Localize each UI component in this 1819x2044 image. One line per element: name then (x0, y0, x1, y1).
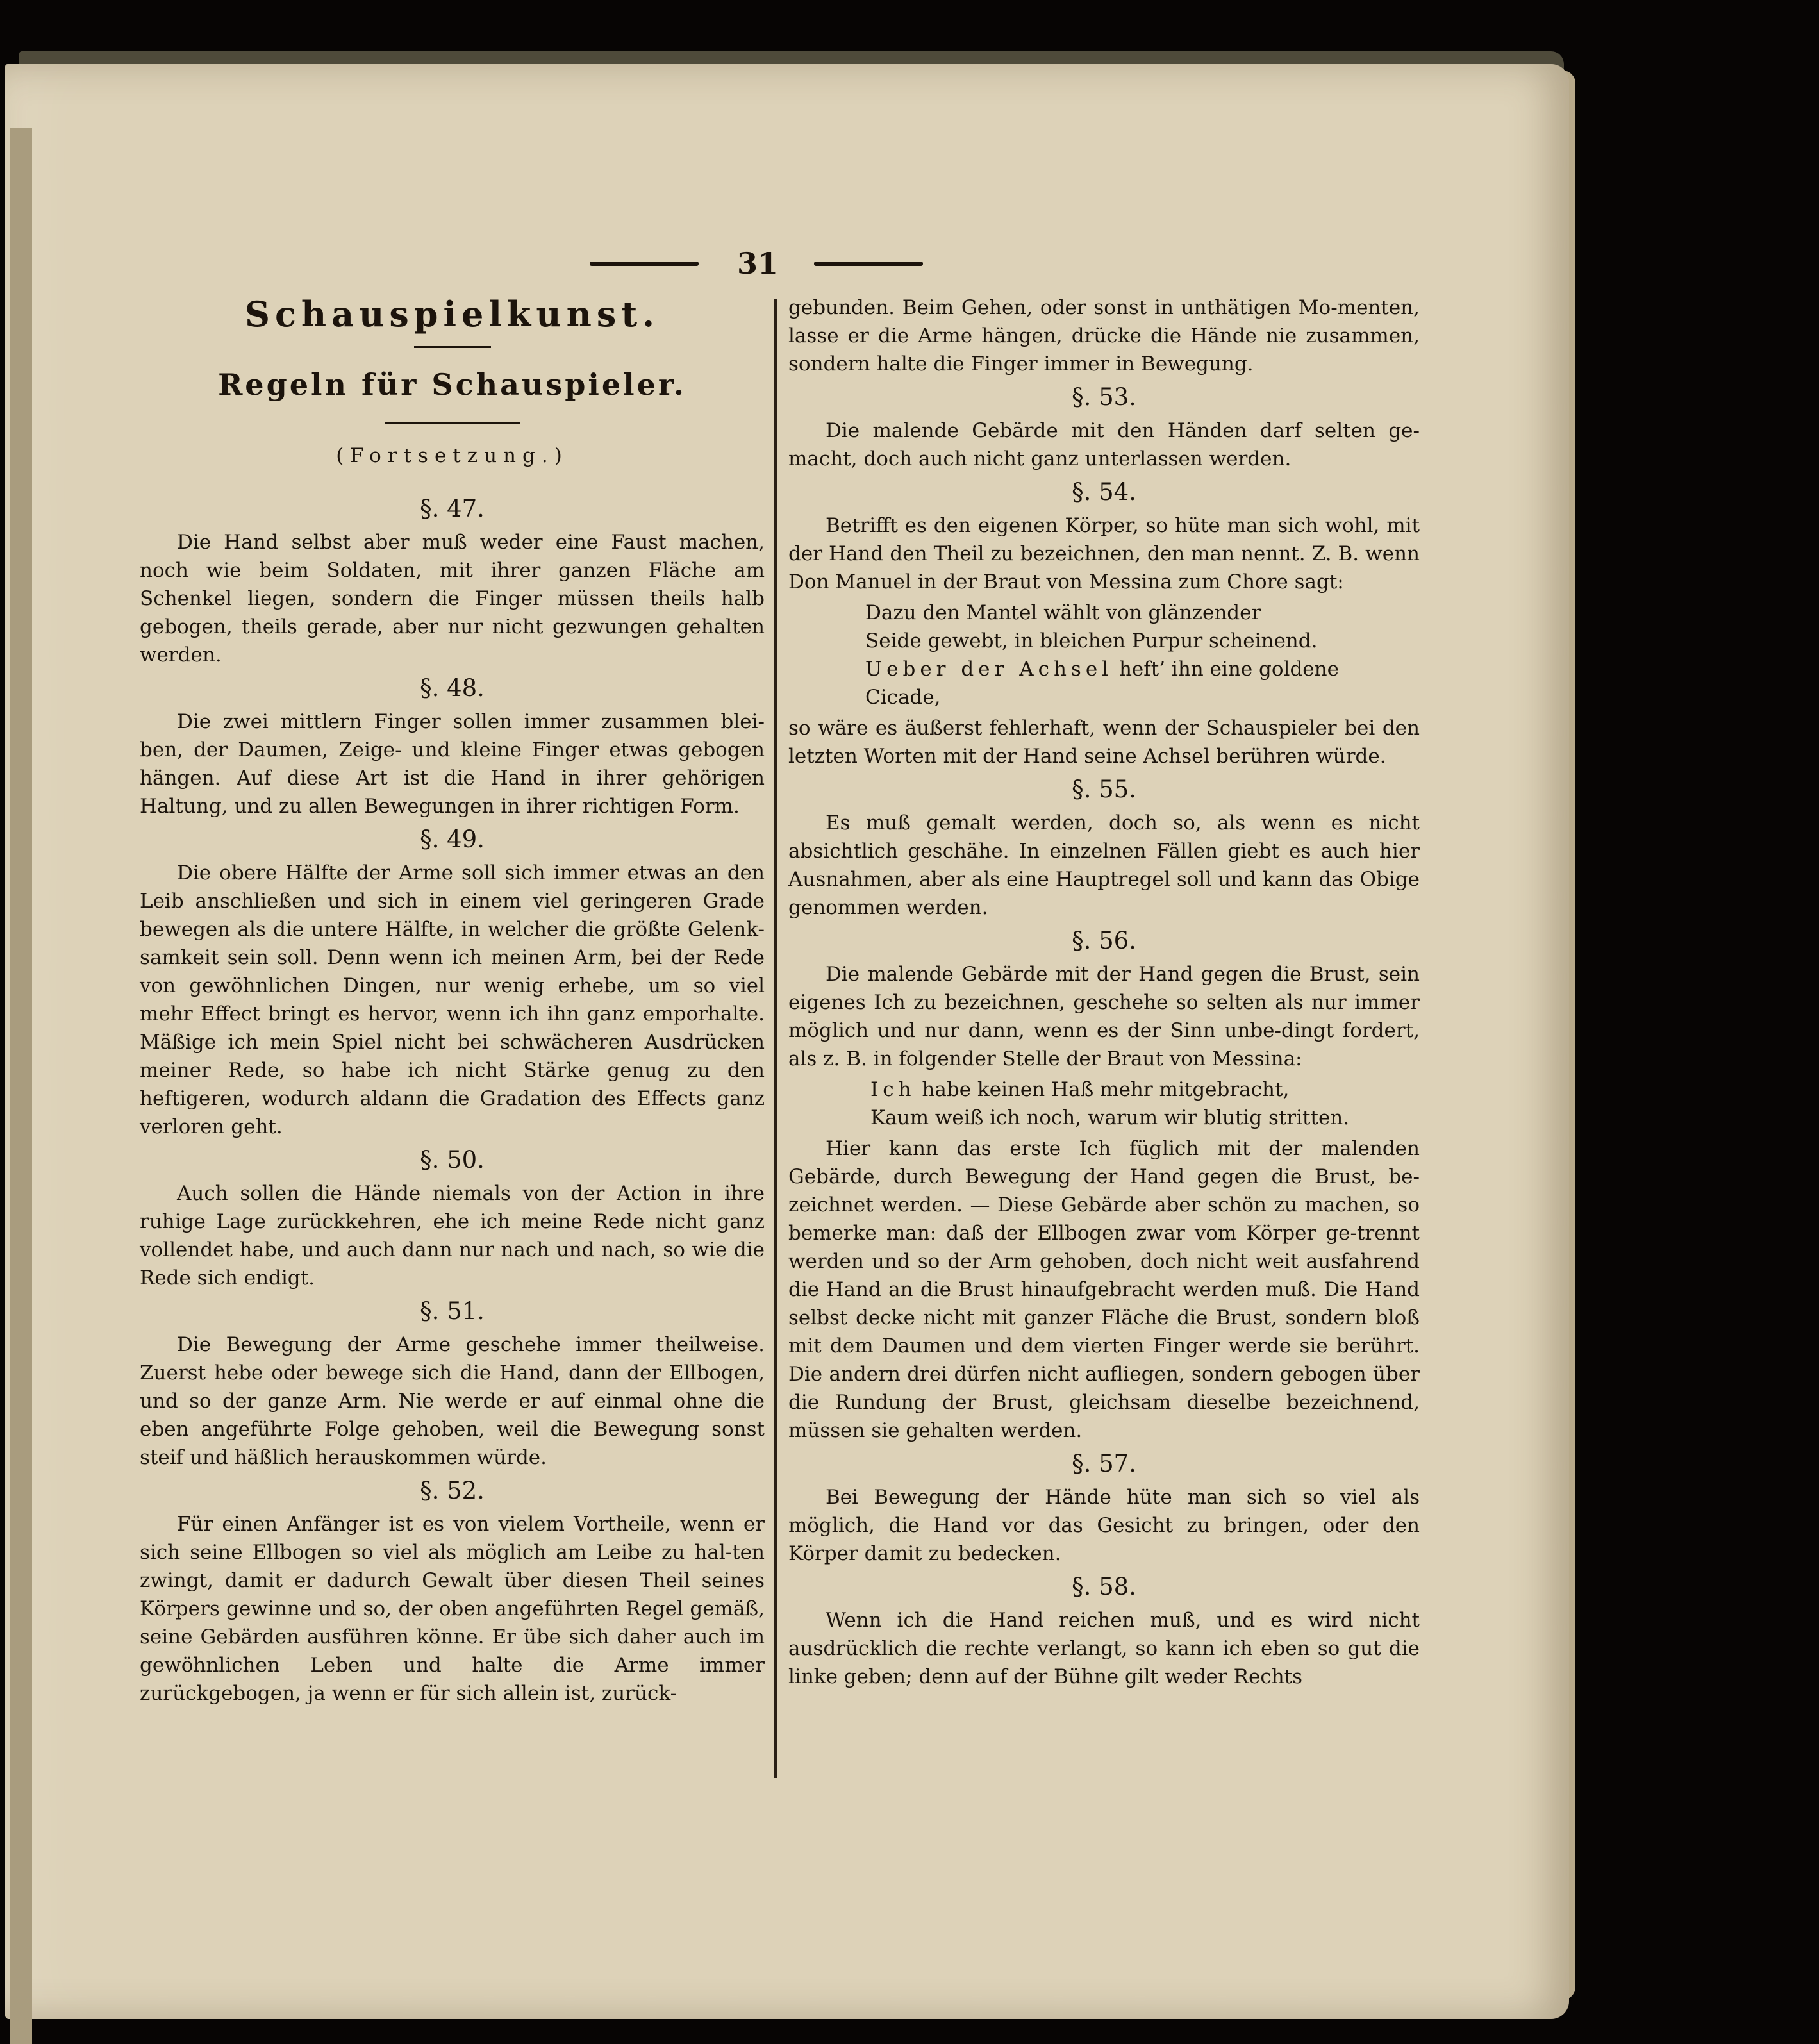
section-heading: §. 55. (1072, 776, 1136, 803)
book-page (5, 64, 1569, 2019)
title-rule (414, 346, 491, 348)
section-text: Die zwei mittlern Finger sollen immer zusammen blei-ben, der Daumen, Zeige- und kleine Finger etwas gebogen hängen. Auf diese Art ist die Hand in ihrer gehörigen Haltung, und zu allen Bewegungen in ihrer richtigen Form. (140, 710, 765, 818)
header-rule-right (814, 262, 923, 266)
section-heading: §. 49. (420, 826, 485, 853)
verse-line-rest: heft’ ihn eine goldene Cicade, (865, 658, 1339, 709)
column-divider (774, 299, 777, 1778)
verse-line: Dazu den Mantel wählt von glänzender (865, 601, 1261, 624)
section-text: Wenn ich die Hand reichen muß, und es wird nicht ausdrücklich die rechte verlangt, so kann ich eben so gut die linke geben; denn auf der Bühne gilt weder Rechts (788, 1609, 1420, 1688)
verse-emphasis: Ich (870, 1078, 916, 1101)
verse-line: Kaum weiß ich noch, warum wir blutig stritten. (870, 1106, 1350, 1129)
right-column (788, 294, 1420, 1691)
section-text: Die malende Gebärde mit der Hand gegen die Brust, sein eigenes Ich zu bezeichnen, geschehe so selten als nur immer möglich und nur dann, wenn es der Sinn unbe-dingt fordert, als z. B. in folgender Stelle der Braut von Messina: (788, 963, 1420, 1070)
section-heading: §. 53. (1072, 383, 1136, 411)
verse-line (788, 655, 1420, 711)
page-number: 31 (736, 246, 778, 281)
section-text: Für einen Anfänger ist es von vielem Vortheile, wenn er sich seine Ellbogen so viel als möglich am Leibe zu hal-ten zwingt, damit er dadurch Gewalt über diesen Theil seines Körpers gewinne und so, der oben angeführten Regel gemäß, seine Gebärden ausführen könne. Er übe sich daher auch im gewöhnlichen Leben und halte die Arme immer zurückgebogen, ja wenn er für sich allein ist, zurück- (140, 1513, 765, 1705)
section-text: Die Bewegung der Arme geschehe immer theilweise. Zuerst hebe oder bewege sich die Hand, dann der Ellbogen, und so der ganze Arm. Nie werde er auf einmal ohne die eben angeführte Folge gehoben, weil die Bewegung sonst steif und häßlich herauskommen würde. (140, 1333, 765, 1469)
verse-emphasis: Ueber der Achsel (865, 658, 1113, 681)
section-text: so wäre es äußerst fehlerhaft, wenn der Schauspieler bei den letzten Worten mit der Hand seine Achsel berühren würde. (788, 717, 1420, 768)
section-text: Die obere Hälfte der Arme soll sich immer etwas an den Leib anschließen und sich in einem viel geringeren Grade bewegen als die untere Hälfte, in welcher die größte Gelenk-samkeit sein soll. Denn wenn ich meinen Arm, bei der Rede von gewöhnlichen Dingen, nur wenig erhebe, um so viel mehr Effect bringt es hervor, wenn ich ihn ganz emporhalte. Mäßige ich mein Spiel nicht bei schwächeren Ausdrücken meiner Rede, so habe ich nicht Stärke genug zu den heftigeren, wodurch aldann die Gradation des Effects ganz verloren geht. (140, 861, 765, 1138)
verse-quote (788, 599, 1420, 711)
continued-text: gebunden. Beim Gehen, oder sonst in unthätigen Mo-menten, lasse er die Arme hängen, drücke die Hände nie zusammen, sondern halte die Finger immer in Bewegung. (788, 296, 1420, 376)
article-title: Schauspielkunst. (244, 294, 660, 335)
section-heading: §. 52. (420, 1477, 485, 1504)
article-subtitle: Regeln für Schauspieler. (218, 367, 686, 402)
verse-line (788, 1076, 1420, 1104)
subtitle-rule (385, 422, 520, 424)
section-text: Betrifft es den eigenen Körper, so hüte man sich wohl, mit der Hand den Theil zu bezeichnen, den man nennt. Z. B. wenn Don Manuel in der Braut von Messina zum Chore sagt: (788, 514, 1420, 594)
section-text: Auch sollen die Hände niemals von der Action in ihre ruhige Lage zurückkehren, ehe ich meine Rede nicht ganz vollendet habe, und auch dann nur nach und nach, so wie die Rede sich endigt. (140, 1182, 765, 1290)
verse-line-rest: habe keinen Haß mehr mitgebracht, (915, 1078, 1290, 1101)
section-heading: §. 47. (420, 495, 485, 522)
section-heading: §. 48. (420, 674, 485, 702)
section-text: Bei Bewegung der Hände hüte man sich so viel als möglich, die Hand vor das Gesicht zu bringen, oder den Körper damit zu bedecken. (788, 1486, 1420, 1565)
header-rule-left (590, 262, 699, 266)
verse-line: Seide gewebt, in bleichen Purpur scheinend. (865, 629, 1318, 652)
continuation-note: (Fortsetzung.) (336, 444, 569, 467)
section-heading: §. 54. (1072, 478, 1136, 506)
section-heading: §. 57. (1072, 1450, 1136, 1477)
section-text: Die Hand selbst aber muß weder eine Faust machen, noch wie beim Soldaten, mit ihrer ganzen Fläche am Schenkel liegen, sondern die Finger müssen theils halb gebogen, theils gerade, aber nur nicht gezwungen gehalten werden. (140, 531, 765, 667)
section-heading: §. 56. (1072, 927, 1136, 954)
page-gutter (10, 128, 32, 2044)
left-column (140, 288, 765, 1707)
section-text: Hier kann das erste Ich füglich mit der malenden Gebärde, durch Bewegung der Hand gegen die Brust, be-zeichnet werden. — Diese Gebärde aber schön zu machen, so bemerke man: daß der Ellbogen zwar vom Körper ge-trennt werden und so der Arm gehoben, doch nicht weit ausfahrend die Hand an die Brust hinaufgebracht werden muß. Die Hand selbst decke nicht mit ganzer Fläche die Brust, sondern bloß mit dem Daumen und dem vierten Finger werde sie berührt. Die andern drei dürfen nicht aufliegen, sondern gebogen über die Rundung der Brust, gleichsam dieselbe bezeichnend, müssen sie gehalten werden. (788, 1137, 1420, 1442)
section-heading: §. 58. (1072, 1573, 1136, 1600)
section-text: Es muß gemalt werden, doch so, als wenn es nicht absichtlich geschähe. In einzelnen Fällen giebt es auch hier Ausnahmen, aber als eine Hauptregel soll und kann das Obige genommen werden. (788, 811, 1420, 919)
section-text: Die malende Gebärde mit den Händen darf selten ge-macht, doch auch nicht ganz unterlassen werden. (788, 419, 1420, 470)
section-heading: §. 50. (420, 1146, 485, 1174)
section-heading: §. 51. (420, 1297, 485, 1325)
verse-quote (788, 1076, 1420, 1132)
